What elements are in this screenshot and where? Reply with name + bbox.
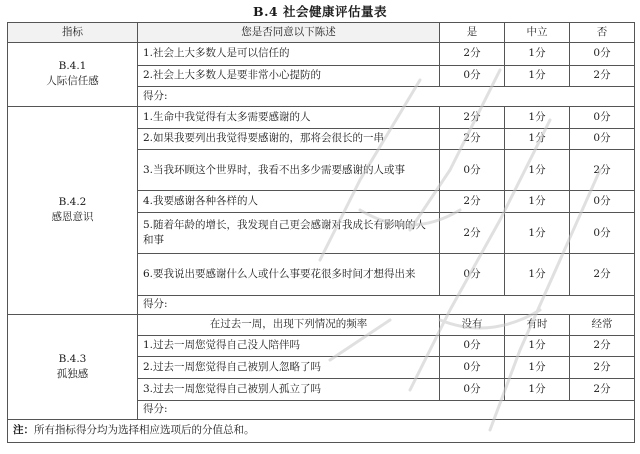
score-label: 得分: (138, 400, 635, 420)
table-row (8, 106, 635, 128)
score-label: 得分: (138, 87, 635, 107)
score-cell: 1分 (505, 43, 570, 66)
note-text: 所有指标得分均为选择相应选项后的分值总和。 (34, 424, 255, 437)
note-row (8, 420, 635, 443)
score-cell: 2分 (570, 335, 635, 357)
question-cell: 2.如果我要列出我觉得要感谢的，那将会很长的一串 (138, 128, 440, 150)
score-cell: 1分 (505, 106, 570, 128)
score-cell: 0分 (440, 150, 505, 191)
score-cell: 1分 (505, 150, 570, 191)
score-cell: 0分 (570, 128, 635, 150)
score-cell: 2分 (570, 378, 635, 400)
question-cell: 3.过去一周您觉得自己被别人孤立了吗 (138, 378, 440, 400)
question-cell: 5.随着年龄的增长，我发现自己更会感谢对我成长有影响的人和事 (138, 213, 440, 254)
score-cell: 1分 (505, 254, 570, 295)
indicator-name: 感恩意识 (51, 211, 94, 224)
score-cell: 2分 (570, 357, 635, 379)
indicator-name: 人际信任感 (46, 75, 99, 88)
question-cell: 4.我要感谢各种各样的人 (138, 191, 440, 213)
header-option-no: 否 (570, 23, 635, 43)
table-header-row (8, 23, 635, 43)
score-cell: 2分 (570, 254, 635, 295)
score-cell: 1分 (505, 357, 570, 379)
score-cell: 0分 (440, 378, 505, 400)
score-cell: 0分 (570, 213, 635, 254)
subheader-option-sometimes: 有时 (505, 315, 570, 336)
subheader-option-never: 没有 (440, 315, 505, 336)
header-option-neutral: 中立 (505, 23, 570, 43)
indicator-name: 孤独感 (56, 368, 89, 381)
question-cell: 2.过去一周您觉得自己被别人忽略了吗 (138, 357, 440, 379)
indicator-cell-b43 (8, 315, 138, 420)
subheader-option-often: 经常 (570, 315, 635, 336)
indicator-code: B.4.2 (58, 196, 87, 209)
note-label: 注： (13, 424, 34, 437)
score-cell: 1分 (505, 128, 570, 150)
score-cell: 0分 (440, 65, 505, 87)
score-cell: 0分 (440, 335, 505, 357)
question-cell: 6.要我说出要感谢什么人或什么事要花很多时间才想得出来 (138, 254, 440, 295)
indicator-cell-b42 (8, 106, 138, 314)
subheader-question: 在过去一周，出现下列情况的频率 (138, 315, 440, 336)
score-cell: 2分 (570, 65, 635, 87)
score-cell: 1分 (505, 191, 570, 213)
score-cell: 0分 (570, 191, 635, 213)
score-cell: 2分 (440, 128, 505, 150)
header-indicator: 指标 (8, 23, 138, 43)
score-cell: 2分 (440, 106, 505, 128)
score-cell: 0分 (440, 357, 505, 379)
score-cell: 2分 (440, 191, 505, 213)
score-cell: 1分 (505, 65, 570, 87)
table-row (8, 43, 635, 66)
evaluation-table (7, 22, 635, 443)
score-cell: 2分 (570, 150, 635, 191)
question-cell: 1.生命中我觉得有太多需要感谢的人 (138, 106, 440, 128)
question-cell: 1.过去一周您觉得自己没人陪伴吗 (138, 335, 440, 357)
score-cell: 2分 (440, 43, 505, 66)
score-cell: 1分 (505, 378, 570, 400)
note-cell (8, 420, 635, 443)
question-cell: 2.社会上大多数人是要非常小心提防的 (138, 65, 440, 87)
score-cell: 0分 (440, 254, 505, 295)
question-cell: 3.当我环顾这个世界时，我看不出多少需要感谢的人或事 (138, 150, 440, 191)
indicator-code: B.4.1 (58, 60, 87, 73)
indicator-cell-b41 (8, 43, 138, 107)
score-label: 得分: (138, 295, 635, 315)
header-option-yes: 是 (440, 23, 505, 43)
score-cell: 1分 (505, 335, 570, 357)
table-title: B.4 社会健康评估量表 (253, 4, 387, 19)
indicator-code: B.4.3 (58, 352, 87, 365)
header-question: 您是否同意以下陈述 (138, 23, 440, 43)
subheader-row (8, 315, 635, 336)
score-cell: 2分 (440, 213, 505, 254)
score-cell: 1分 (505, 213, 570, 254)
score-cell: 0分 (570, 106, 635, 128)
question-cell: 1.社会上大多数人是可以信任的 (138, 43, 440, 66)
score-cell: 0分 (570, 43, 635, 66)
